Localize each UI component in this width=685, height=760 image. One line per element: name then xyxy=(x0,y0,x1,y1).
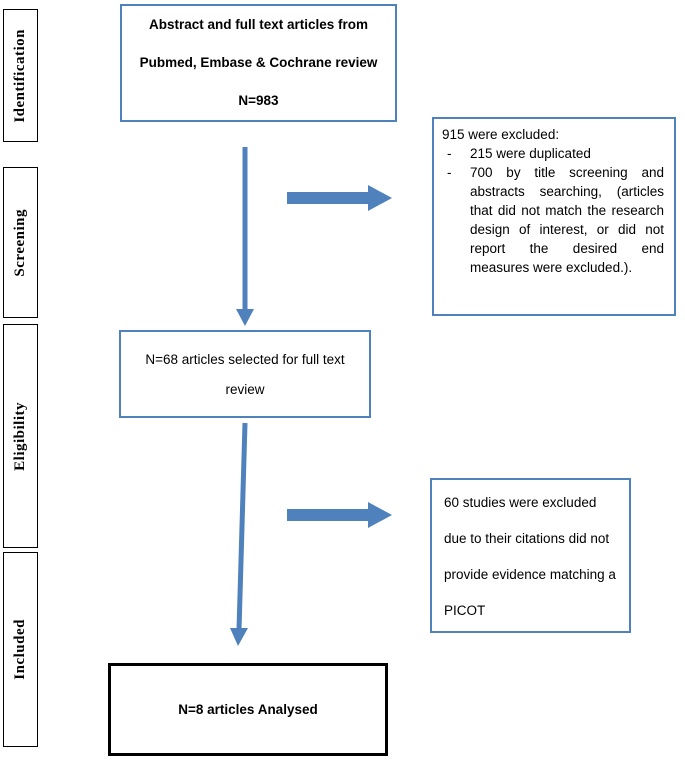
fulltext-review-box xyxy=(119,330,371,418)
source-count: N=983 xyxy=(238,93,279,108)
stage-label-screening: Screening xyxy=(12,208,28,277)
source-line-1: Abstract and full text articles from xyxy=(148,17,369,32)
excluded-screening-item-2 xyxy=(442,163,664,277)
list-dash: - xyxy=(447,165,452,180)
excluded-screening-item-1 xyxy=(442,144,664,163)
excluded-screening-item-2-text: 700 by title screening and abstracts searching, (articles that did not match the research design of interest, or did not report the desired end measures were excluded.). xyxy=(470,165,664,275)
included-analysed-box xyxy=(108,663,388,756)
source-articles-box xyxy=(120,4,397,122)
excluded-screening-title: 915 were excluded: xyxy=(442,127,560,142)
stage-label-included: Included xyxy=(12,619,28,680)
stage-box-included xyxy=(3,552,38,747)
stage-box-screening xyxy=(3,167,38,318)
fulltext-line-2: review xyxy=(225,382,265,397)
stage-box-identification xyxy=(3,9,38,142)
excluded-screening-item-1-text: 215 were duplicated xyxy=(470,146,591,161)
right-arrow-to-excluded-eligibility-icon xyxy=(287,502,392,528)
stage-label-eligibility: Eligibility xyxy=(12,401,28,471)
excluded-eligibility-line-2: due to their citations did not xyxy=(444,531,610,546)
excluded-eligibility-line-1: 60 studies were excluded xyxy=(444,495,597,510)
excluded-screening-box xyxy=(432,117,676,316)
fulltext-line-1: N=68 articles selected for full text xyxy=(145,352,345,367)
excluded-eligibility-box xyxy=(430,478,631,633)
excluded-eligibility-line-3: provide evidence matching a xyxy=(444,567,616,582)
right-arrow-to-excluded-screening-icon xyxy=(287,185,392,211)
down-arrow-source-to-fulltext-icon xyxy=(236,147,254,326)
included-analysed-label: N=8 articles Analysed xyxy=(178,702,318,717)
stage-box-eligibility xyxy=(3,324,38,548)
list-dash: - xyxy=(447,146,452,161)
source-line-2: Pubmed, Embase & Cochrane review xyxy=(139,55,378,70)
stage-label-identification: Identification xyxy=(12,28,28,123)
excluded-eligibility-line-4: PICOT xyxy=(444,603,486,618)
down-arrow-fulltext-to-included-icon xyxy=(230,423,248,646)
